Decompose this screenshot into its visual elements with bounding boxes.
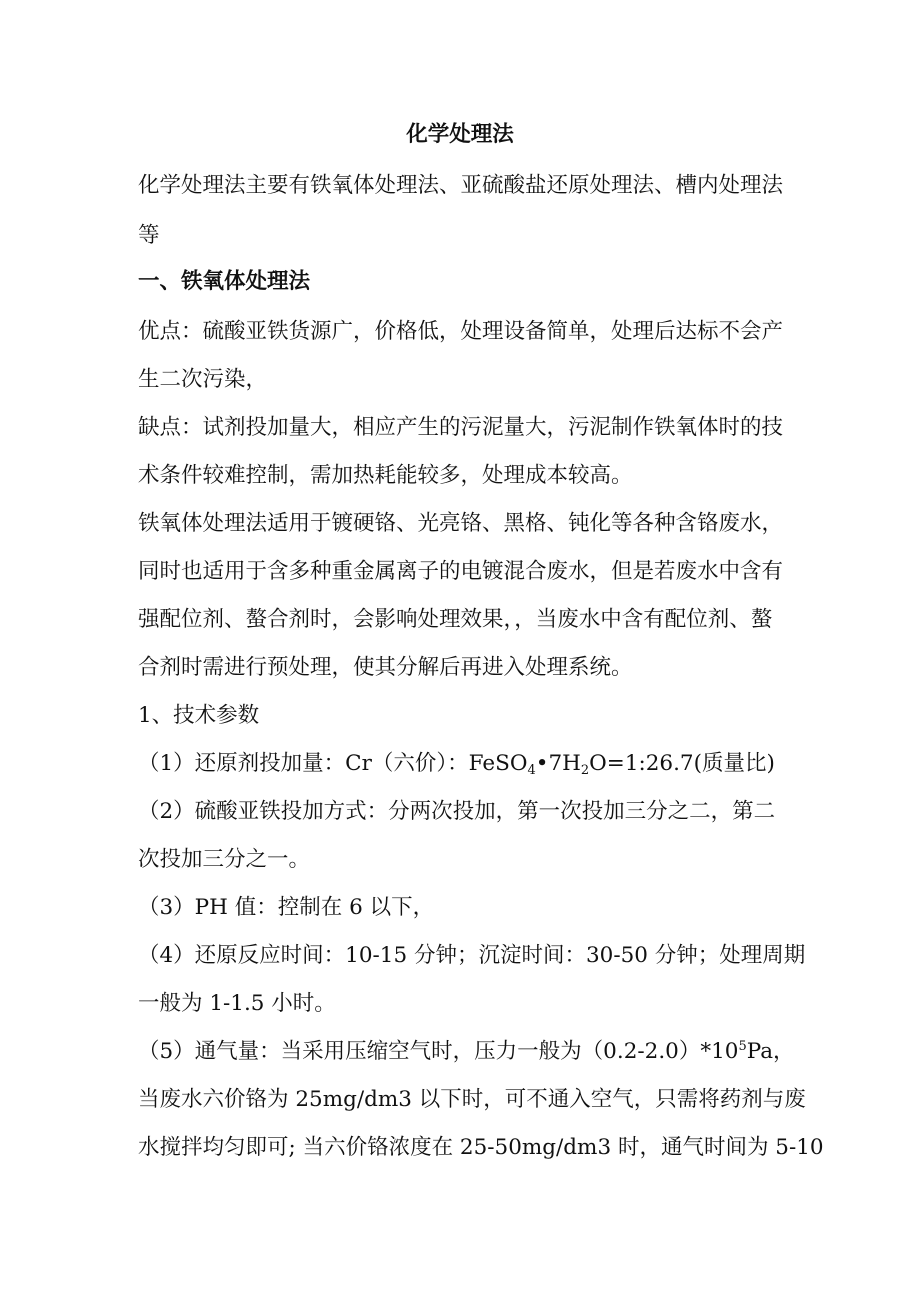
param-5-text-b: Pa， [746,1039,795,1064]
sub-heading-tech-params: 1、技术参数 [138,703,260,728]
intro-line-2: 等 [138,223,160,248]
param-1-line [138,750,775,778]
document-title: 化学处理法 [406,122,514,147]
param-2-line-2: 次投加三分之一。 [138,847,311,872]
intro-line-1: 化学处理法主要有铁氧体处理法、亚硫酸盐还原处理法、槽内处理法 [138,173,784,198]
param-5-line-3: 水搅拌均匀即可; 当六价铬浓度在 25-50mg/dm3 时，通气时间为 5-10 [138,1135,824,1160]
param-3-line: （3）PH 值：控制在 6 以下， [138,895,435,920]
applicability-line-2: 同时也适用于含多种重金属离子的电镀混合废水，但是若废水中含有 [138,559,784,584]
advantages-line-2: 生二次污染， [138,367,268,392]
param-4-line-2: 一般为 1-1.5 小时。 [138,991,336,1016]
disadvantages-line-2: 术条件较难控制，需加热耗能较多，处理成本较高。 [138,463,633,488]
section-heading-ferrite: 一、铁氧体处理法 [138,269,311,294]
param-5-text-a: （5）通气量：当采用压缩空气时，压力一般为（0.2-2.0）*10 [138,1039,739,1064]
param-1-text-c: O=1:26.7(质量比) [589,751,775,776]
applicability-line-3: 强配位剂、螯合剂时，会影响处理效果，，当废水中含有配位剂、螯 [138,607,773,632]
param-5-line-2: 当废水六价铬为 25mg/dm3 以下时，可不通入空气，只需将药剂与废 [138,1087,806,1112]
param-1-text-a: （1）还原剂投加量：Cr（六价）：FeSO [138,751,528,776]
param-1-subscript-1: 4 [527,763,536,778]
advantages-line-1: 优点：硫酸亚铁货源广，价格低，处理设备简单，处理后达标不会产 [138,319,784,344]
param-5-line-1 [138,1038,795,1066]
applicability-line-4: 合剂时需进行预处理，使其分解后再进入处理系统。 [138,655,633,680]
param-5-superscript: 5 [738,1039,747,1054]
param-4-line-1: （4）还原反应时间：10-15 分钟；沉淀时间：30-50 分钟；处理周期 [138,943,806,968]
param-2-line-1: （2）硫酸亚铁投加方式：分两次投加，第一次投加三分之二，第二 [138,799,776,824]
param-1-subscript-2: 2 [580,763,590,778]
disadvantages-line-1: 缺点：试剂投加量大，相应产生的污泥量大，污泥制作铁氧体时的技 [138,415,784,440]
applicability-line-1: 铁氧体处理法适用于镀硬铬、光亮铬、黑格、钝化等各种含铬废水， [138,511,784,536]
param-1-text-b: •7H [535,751,581,776]
